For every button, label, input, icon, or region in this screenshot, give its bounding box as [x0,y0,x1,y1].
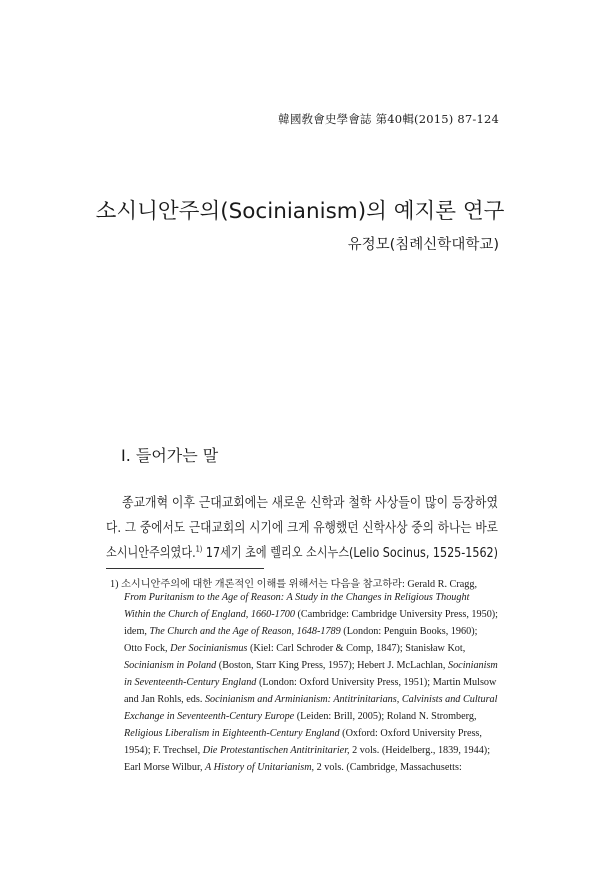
footnote-line [124,626,477,637]
footnote-line [124,694,497,705]
section-heading: Ⅰ. 들어가는 말 [121,446,219,465]
footnote-title: Der Socinianismus [170,643,248,654]
footnote-line [124,592,469,603]
footnote-text: (Oxford: Oxford University Press, [339,728,482,739]
body-line-3 [106,541,498,561]
footnote-rule [106,568,264,569]
footnote-line [124,711,477,722]
footnote-line [124,677,496,688]
footnote-line [124,643,465,654]
footnote-text: 2 vols. (Cambridge, Massachusetts: [314,762,462,773]
footnote-text: (London: Oxford University Press, 1951); Martin Mulsow [256,677,497,688]
footnote-title: Exchange in Seventeenth-Century Europe [124,711,295,722]
running-head: 韓國敎會史學會誌 第40輯(2015) 87-124 [278,112,499,126]
footnote-line [124,660,498,671]
footnote-text: idem, [124,626,150,637]
footnote-line [124,745,490,756]
footnote-text: 1954); F. Trechsel, [124,745,203,756]
footnote-title: Socinianism and Arminianism: Antitrinitarians, Calvinists and Cultural [204,694,498,705]
footnote-title: Within the Church of England, 1660-1700 [124,609,295,620]
body-line-2: 다. 그 중에서도 근대교회의 시기에 크게 유행했던 신학사상 중의 하나는 바로 [106,520,499,536]
footnote-line [124,728,482,739]
footnote-title: A History of Unitarianism, [205,762,315,773]
body-text: 소시니안주의였다. [106,545,196,561]
footnote-line [110,575,477,590]
footnote-text: (Leiden: Brill, 2005); Roland N. Stromberg, [294,711,477,722]
footnote-text: (Boston, Starr King Press, 1957); Hebert J. McLachlan, [216,660,448,671]
footnote-title: Socinianism in Poland [124,660,217,671]
footnote-text: (Cambridge: Cambridge University Press, 1950); [294,609,499,620]
footnote-title: Religious Liberalism in Eighteenth-Century England [124,728,340,739]
footnote-title: Socinianism [447,660,498,671]
footnote-ref: 1) [195,544,203,554]
footnote-text: Earl Morse Wilbur, [124,762,206,773]
footnote-line [124,762,462,773]
footnote-text: (Kiel: Carl Schroder & Comp, 1847); Stanisław Kot, [247,643,466,654]
footnote-title: The Church and the Age of Reason, 1648-1789 [149,626,341,637]
footnote-text: (London: Penguin Books, 1960); [340,626,478,637]
body-line-1: 종교개혁 이후 근대교회에는 새로운 신학과 철학 사상들이 많이 등장하였 [122,495,498,511]
footnote-text: 2 vols. (Heidelberg., 1839, 1944); [349,745,491,756]
body-text: 17세기 초에 렐리오 소시누스(Lelio Socinus, 1525-1562) [202,545,498,561]
footnote-title: Die Protestantischen Antitrinitarier, [202,745,350,756]
footnote-text: Otto Fock, [124,643,171,654]
footnote-title: From Puritanism to the Age of Reason: A Study in the Changes in Religious Thought [124,592,470,603]
author-affiliation: 유정모(침례신학대학교) [347,237,499,253]
article-title: 소시니안주의(Socinianism)의 예지론 연구 [95,199,505,225]
footnote-text: 1) 소시니안주의에 대한 개론적인 이해를 위해서는 다음을 참고하라: Gerald R. Cragg, [110,579,477,590]
footnote-text: and Jan Rohls, eds. [124,694,205,705]
footnote-title: in Seventeenth-Century England [124,677,257,688]
footnote-line [124,609,498,620]
